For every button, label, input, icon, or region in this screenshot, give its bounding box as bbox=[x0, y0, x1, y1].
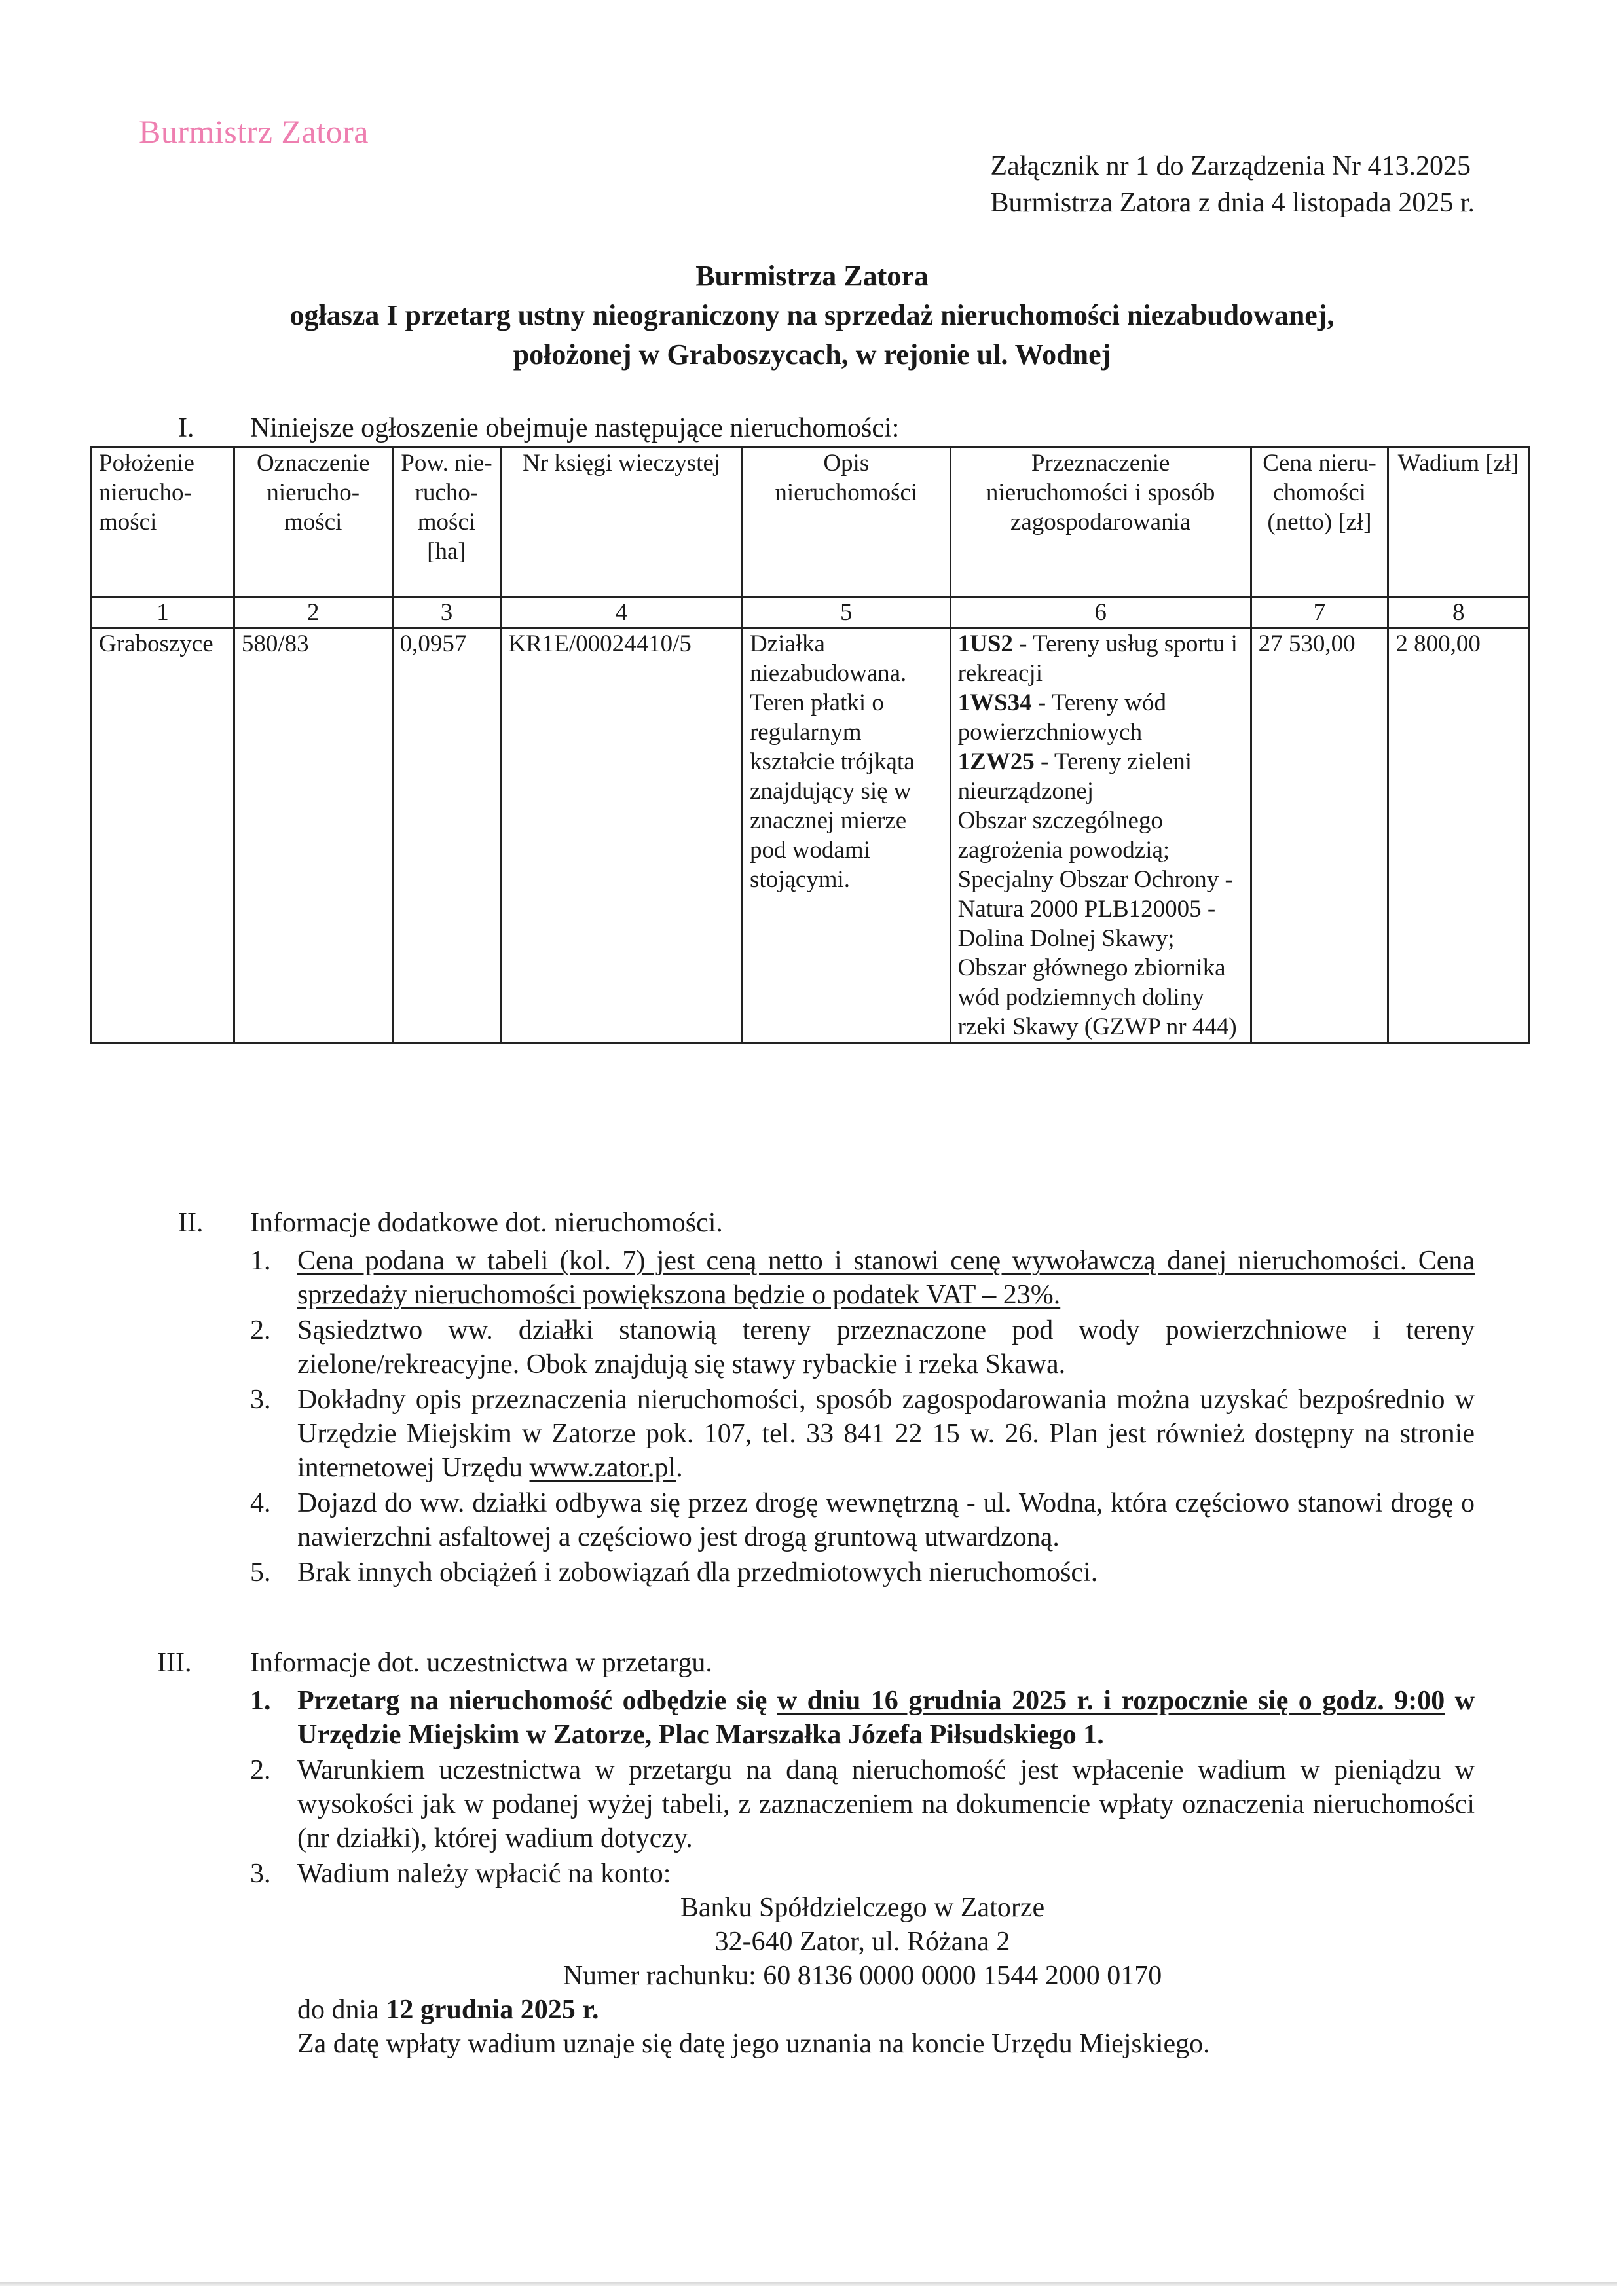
item-text: Warunkiem uczestnictwa w przetargu na daną nieruchomość jest wpłacenie wadium w pieniądzu w wysokości jak w podanej wyżej tabeli, z zaznaczeniem na dokumencie wpłaty oznaczenia nieruchomości (nr działki), której wadium dotyczy. bbox=[297, 1755, 1475, 1853]
column-number: 1 bbox=[92, 597, 234, 629]
col-header-land-register: Nr księgi wieczystej bbox=[501, 448, 743, 597]
zone-entry bbox=[958, 688, 1244, 747]
col-header-purpose: Przeznaczenie nieruchomości i sposób zagospodarowania bbox=[950, 448, 1251, 597]
official-stamp: Burmistrz Zatora bbox=[139, 113, 369, 150]
column-number: 5 bbox=[742, 597, 950, 629]
auction-date-time: w dniu 16 grudnia 2025 r. i rozpocznie się o godz. 9:00 bbox=[777, 1686, 1445, 1716]
col-header-price: Cena nieru-chomości (netto) [zł] bbox=[1251, 448, 1388, 597]
list-item bbox=[250, 1313, 1475, 1381]
cell-description: Działka niezabudowana. Teren płatki o regularnym kształcie trójkąta znajdujący się w znacznej mierze pod wodami stojącymi. bbox=[742, 629, 950, 1043]
item-number: 3. bbox=[250, 1859, 271, 1889]
list-item bbox=[250, 1383, 1475, 1485]
col-header-location: Położenie nierucho-mości bbox=[92, 448, 234, 597]
section-2-title: Informacje dodatkowe dot. nieruchomości. bbox=[250, 1208, 723, 1238]
section-2-heading bbox=[178, 1206, 723, 1240]
zone-entry bbox=[958, 747, 1244, 806]
title-line-1: Burmistrza Zatora bbox=[695, 260, 929, 292]
item-text: Sąsiedztwo ww. działki stanowią tereny przeznaczone pod wody powierzchniowe i tereny zielone/rekreacyjne. Obok znajdują się stawy rybackie i rzeka Skawa. bbox=[297, 1315, 1475, 1379]
auction-location: w Urzędzie Miejskim w Zatorze, Plac Marszałka Józefa Piłsudskiego 1. bbox=[297, 1686, 1475, 1750]
section-3-number: III. bbox=[157, 1648, 192, 1678]
item-number: 1. bbox=[250, 1246, 271, 1276]
item-text: Wadium należy wpłacić na konto: bbox=[297, 1859, 671, 1889]
deadline-date: 12 grudnia 2025 r. bbox=[386, 1995, 599, 2025]
annex-line-2: Burmistrza Zatora z dnia 4 listopada 2025 r. bbox=[990, 188, 1475, 218]
item-number: 3. bbox=[250, 1385, 271, 1415]
item-text-end: . bbox=[676, 1453, 683, 1483]
column-number: 3 bbox=[392, 597, 501, 629]
column-number: 2 bbox=[234, 597, 392, 629]
zone-code: 1ZW25 bbox=[957, 748, 1035, 775]
deadline-prefix: do dnia bbox=[297, 1995, 386, 2025]
item-text: Dokładny opis przeznaczenia nieruchomości, sposób zagospodarowania można uzyskać bezpośrednio w Urzędzie Miejskim w Zatorze pok. 107, tel. 33 841 22 15 w. 26. Plan jest również dostępny na stronie internetowej Urzędu bbox=[297, 1385, 1475, 1483]
zone-code: 1US2 bbox=[957, 630, 1013, 657]
payment-note: Za datę wpłaty wadium uznaje się datę jego uznania na koncie Urzędu Miejskiego. bbox=[297, 2029, 1210, 2059]
bank-name: Banku Spółdzielczego w Zatorze bbox=[680, 1893, 1045, 1923]
list-item bbox=[250, 1556, 1475, 1590]
cell-land-register: KR1E/00024410/5 bbox=[501, 629, 743, 1043]
item-number: 5. bbox=[250, 1558, 271, 1588]
col-header-area: Pow. nie-rucho-mości [ha] bbox=[392, 448, 501, 597]
column-number: 8 bbox=[1388, 597, 1529, 629]
item-number: 4. bbox=[250, 1488, 271, 1518]
bank-address: 32-640 Zator, ul. Różana 2 bbox=[714, 1927, 1010, 1957]
properties-table bbox=[90, 446, 1530, 1044]
section-2-list bbox=[250, 1244, 1475, 1591]
cell-location: Graboszyce bbox=[92, 629, 234, 1043]
cell-designation: 580/83 bbox=[234, 629, 392, 1043]
item-text: Dojazd do ww. działki odbywa się przez drogę wewnętrzną - ul. Wodna, która częściowo stanowi drogę o nawierzchni asfaltowej a częściowo jest drogą gruntową utwardzoną. bbox=[297, 1488, 1475, 1552]
website-link[interactable]: www.zator.pl bbox=[529, 1453, 676, 1483]
annex-reference bbox=[991, 148, 1475, 221]
section-3-list bbox=[250, 1684, 1475, 2062]
section-1-number: I. bbox=[178, 413, 194, 443]
section-3-heading bbox=[157, 1646, 712, 1680]
section-2-number: II. bbox=[178, 1208, 204, 1238]
title-line-3: położonej w Graboszycach, w rejonie ul. Wodnej bbox=[513, 338, 1111, 371]
document-title bbox=[0, 257, 1624, 374]
scan-edge-line bbox=[0, 2282, 1617, 2286]
purpose-notes: Obszar szczególnego zagrożenia powodzią; Specjalny Obszar Ochrony - Natura 2000 PLB120005 - Dolina Dolnej Skawy; Obszar głównego zbiornika wód podziemnych doliny rzeki Skawy (GZWP nr 444) bbox=[957, 807, 1237, 1040]
col-header-description: Opis nieruchomości bbox=[742, 448, 950, 597]
cell-area: 0,0957 bbox=[392, 629, 501, 1043]
list-item bbox=[250, 1857, 1475, 2061]
column-number: 4 bbox=[501, 597, 743, 629]
item-number: 1. bbox=[250, 1686, 271, 1716]
zone-text: - Tereny wód powierzchniowych bbox=[957, 689, 1166, 746]
section-3-title: Informacje dot. uczestnictwa w przetargu. bbox=[250, 1648, 712, 1678]
item-text: Brak innych obciążeń i zobowiązań dla przedmiotowych nieruchomości. bbox=[297, 1558, 1098, 1588]
auction-text: Przetarg na nieruchomość odbędzie się bbox=[297, 1686, 777, 1716]
table-header-row bbox=[92, 448, 1529, 597]
title-line-2: ogłasza I przetarg ustny nieograniczony na sprzedaż nieruchomości niezabudowanej, bbox=[289, 299, 1335, 331]
col-header-designation: Oznaczenie nierucho-mości bbox=[234, 448, 392, 597]
item-number: 2. bbox=[250, 1755, 271, 1785]
column-number-row bbox=[92, 597, 1529, 629]
item-number: 2. bbox=[250, 1315, 271, 1345]
deposit-deadline bbox=[297, 1993, 1475, 2027]
column-number: 6 bbox=[950, 597, 1251, 629]
section-1-title: Niniejsze ogłoszenie obejmuje następujące nieruchomości: bbox=[250, 413, 900, 443]
zone-text: - Tereny usług sportu i rekreacji bbox=[957, 630, 1238, 687]
item-text: Cena podana w tabeli (kol. 7) jest ceną netto i stanowi cenę wywoławczą danej nieruchomości. Cena sprzedaży nieruchomości powiększona będzie o podatek VAT – 23%. bbox=[297, 1246, 1475, 1310]
zone-code: 1WS34 bbox=[957, 689, 1032, 716]
list-item bbox=[250, 1486, 1475, 1554]
col-header-deposit: Wadium [zł] bbox=[1388, 448, 1529, 597]
column-number: 7 bbox=[1251, 597, 1388, 629]
list-item bbox=[250, 1753, 1475, 1855]
list-item bbox=[250, 1244, 1475, 1312]
bank-account-number: Numer rachunku: 60 8136 0000 0000 1544 2000 0170 bbox=[563, 1961, 1162, 1991]
zone-entry bbox=[958, 629, 1244, 688]
list-item bbox=[250, 1684, 1475, 1752]
cell-price: 27 530,00 bbox=[1251, 629, 1388, 1043]
section-1-heading bbox=[178, 411, 899, 445]
zone-text: - Tereny zieleni nieurządzonej bbox=[957, 748, 1192, 805]
cell-deposit: 2 800,00 bbox=[1388, 629, 1529, 1043]
table-row bbox=[92, 629, 1529, 1043]
annex-line-1: Załącznik nr 1 do Zarządzenia Nr 413.2025 bbox=[990, 151, 1471, 181]
cell-purpose bbox=[950, 629, 1251, 1043]
